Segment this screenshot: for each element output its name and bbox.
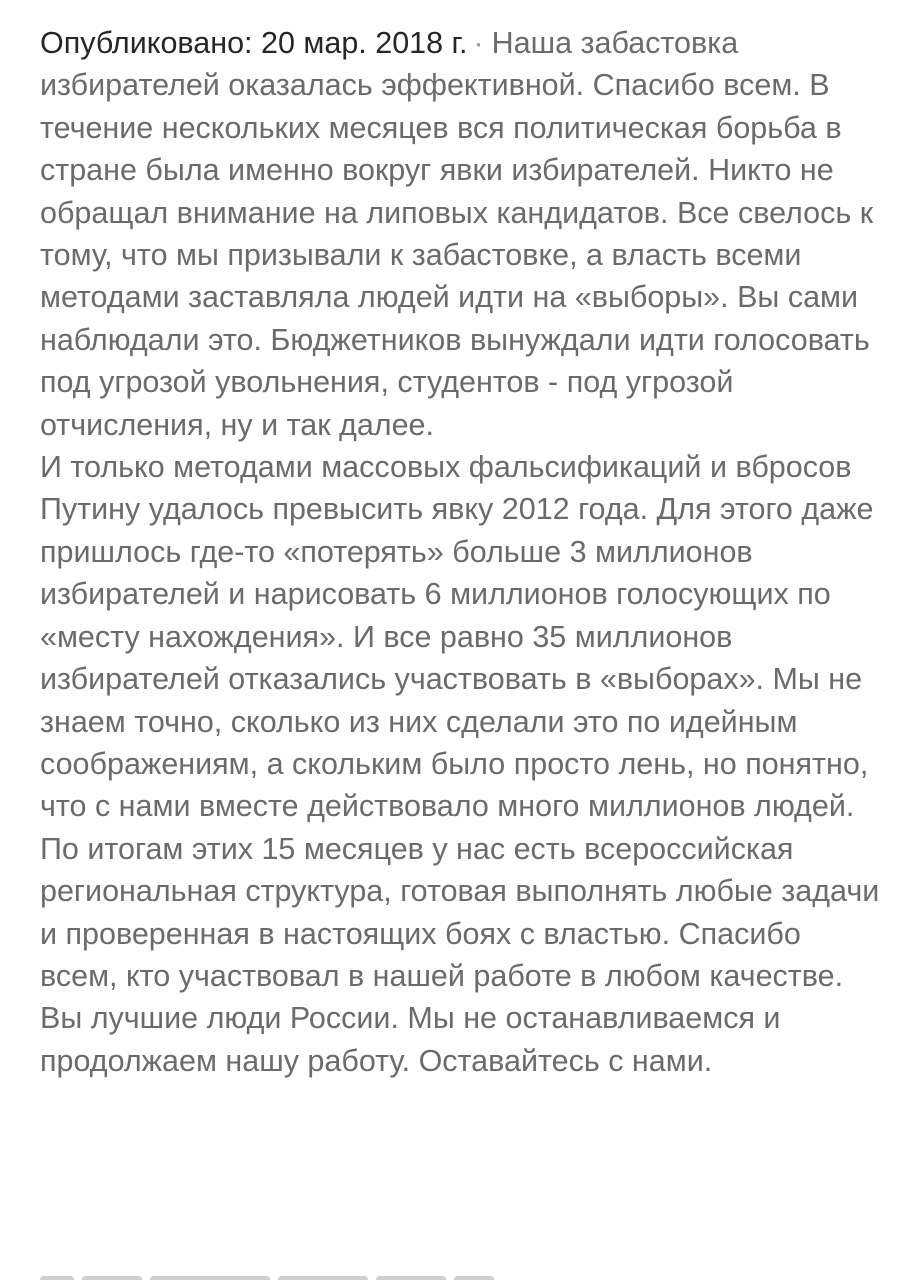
published-date: Опубликовано: 20 мар. 2018 г.: [40, 26, 468, 60]
post-paragraph: [40, 446, 880, 828]
paragraph-text: Наша забастовка избирателей оказалась эффективной. Спасибо всем. В течение нескольких месяцев вся политическая борьба в стране была именно вокруг явки избирателей. Никто не обращал внимание на липовых кандидатов. Все свелось к тому, что мы призывали к забастовке, а власть всеми методами заставляла людей идти на «выборы». Вы сами наблюдали это. Бюджетников вынуждали идти голосовать под угрозой увольнения, студентов - под угрозой отчисления, ну и так далее.: [40, 26, 874, 442]
next-content-cutoff: [40, 1268, 520, 1280]
post-paragraph: [40, 22, 880, 446]
post-body: [40, 22, 880, 1082]
paragraph-text: По итогам этих 15 месяцев у нас есть всероссийская региональная структура, готовая выполнять любые задачи и проверенная в настоящих боях с властью. Спасибо всем, кто участвовал в нашей работе в любом качестве. Вы лучшие люди России. Мы не останавливаемся и продолжаем нашу работу. Оставайтесь с нами.: [40, 831, 880, 1078]
paragraph-text: И только методами массовых фальсификаций и вбросов Путину удалось превысить явку 2012 года. Для этого даже пришлось где-то «потерять» больше 3 миллионов избирателей и нарисовать 6 миллионов голосующих по «месту нахождения». И все равно 35 миллионов избирателей отказались участвовать в «выборах». Мы не знаем точно, сколько из них сделали это по идейным соображениям, а скольким было просто лень, но понятно, что с нами вместе действовало много миллионов людей.: [40, 450, 874, 824]
meta-separator: ·: [473, 26, 484, 60]
post-paragraph: [40, 828, 880, 1082]
